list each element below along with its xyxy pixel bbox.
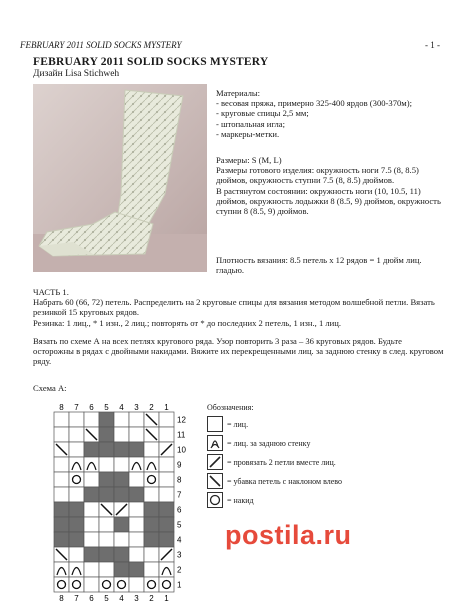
legend-label: = лиц. за заднюю стенку [227,439,311,448]
chart-cell [159,457,174,472]
chart-cell [69,547,84,562]
chart-cell [84,562,99,577]
ssk-backslash-icon [207,473,223,489]
materials-item: - весовая пряжа, примерно 325-400 ярдов (300-370м); [216,98,412,109]
chart-cell [69,562,84,577]
chart-cell [129,412,144,427]
chart-cell [144,457,159,472]
chart-cell [99,562,114,577]
knitting-chart [50,400,192,603]
chart-cell [159,532,174,547]
chart-cell [114,427,129,442]
chart-cell [129,502,144,517]
sock-photo [33,84,207,272]
chart-cell [114,532,129,547]
chart-cell [84,532,99,547]
chart-column-label: 1 [164,403,169,412]
page-number: - 1 - [425,40,440,50]
chart-cell [54,427,69,442]
legend-title: Обозначения: [207,403,254,412]
chart-column-label: 3 [134,403,139,412]
chart-cell [129,562,144,577]
chart-instructions: Вязать по схеме А на всех петлях кругового ряда. Узор повторить 3 раза – 36 круговых рядов. Будьте осторожны в рядах с двойными накидами. Вяжите их перекрещенными лиц. за заднюю стенку в след. круговом ряду. [33,336,444,367]
chart-cell [159,562,174,577]
chart-cell [54,487,69,502]
chart-cell [129,442,144,457]
chart-column-label: 8 [59,594,64,603]
chart-cell [54,517,69,532]
watermark-logo: postila.ru [225,520,352,550]
chart-cell [99,487,114,502]
chart-column-label: 6 [89,403,94,412]
chart-cell [99,577,114,592]
chart-column-label: 7 [74,594,79,603]
chart-cell [84,457,99,472]
chart-cell [159,502,174,517]
chart-cell [114,472,129,487]
chart-cell [84,487,99,502]
materials-item: - круговые спицы 2,5 мм; [216,108,309,119]
legend-item [207,473,407,492]
chart-cell [54,532,69,547]
chart-cell [99,412,114,427]
chart-cell [54,412,69,427]
chart-cell [114,457,129,472]
chart-cell [159,412,174,427]
chart-row-label: 8 [177,475,182,485]
legend-label: = убавка петель с наклоном влево [227,477,343,486]
chart-cell [144,562,159,577]
chart-column-label: 2 [149,403,154,412]
chart-cell [69,487,84,502]
chart-cell [54,577,69,592]
chart-cell [114,442,129,457]
part-1-section [33,287,453,328]
materials-list [216,88,448,139]
chart-column-label: 3 [134,594,139,603]
chart-cell [69,517,84,532]
chart-cell [144,577,159,592]
chart-cell [114,547,129,562]
chart-row-label: 12 [177,415,186,425]
running-title: FEBRUARY 2011 SOLID SOCKS MYSTERY [20,40,182,50]
chart-cell [129,547,144,562]
chart-cell [114,517,129,532]
twisted-loop-icon [207,435,223,451]
cast-on-instructions: Набрать 60 (66, 72) петель. Распределить на 2 круговые спицы для вязания методом волшебной петли. Вязать резинкой 15 круговых рядов. [33,297,435,318]
rib-instructions: Резинка: 1 лиц., * 1 изн., 2 лиц.; повторять от * до последних 2 петель, 1 изн., 1 лиц. [33,317,342,328]
legend-item [207,454,407,473]
chart-cell [159,427,174,442]
chart-column-label: 8 [59,403,64,412]
chart-row-label: 10 [177,445,186,455]
chart-cell [99,532,114,547]
chart-cell [144,487,159,502]
chart-cell [69,532,84,547]
chart-cell [114,562,129,577]
chart-row-label: 2 [177,565,182,575]
chart-cell [84,517,99,532]
chart-cell [84,442,99,457]
part-1-heading: ЧАСТЬ 1. [33,287,69,297]
chart-row-label: 4 [177,535,182,545]
k2tog-slash-icon [207,454,223,470]
chart-cell [129,532,144,547]
chart-cell [84,547,99,562]
chart-legend [207,403,407,511]
yarn-over-circle-icon [207,492,223,508]
chart-column-label: 5 [104,594,109,603]
chart-cell [159,517,174,532]
empty-square-icon [207,416,223,432]
legend-item [207,416,407,435]
materials-heading: Материалы: [216,88,261,98]
chart-cell [129,472,144,487]
page-title: FEBRUARY 2011 SOLID SOCKS MYSTERY [33,56,269,68]
chart-cell [159,577,174,592]
chart-cell [54,472,69,487]
chart-cell [69,502,84,517]
chart-cell [99,442,114,457]
chart-cell [99,457,114,472]
chart-cell [69,577,84,592]
chart-cell [69,427,84,442]
chart-cell [54,457,69,472]
chart-cell [54,502,69,517]
chart-row-label: 7 [177,490,182,500]
chart-cell [84,577,99,592]
finished-sizes: Размеры готового изделия: окружность ноги 7.5 (8, 8.5) дюймов, окружность ступни 7.5 (8, 8.5) дюймов. [216,165,419,186]
chart-row-label: 1 [177,580,182,590]
chart-cell [144,547,159,562]
chart-cell [84,412,99,427]
chart-cell [69,442,84,457]
chart-cell [54,562,69,577]
chart-column-label: 4 [119,403,124,412]
chart-cell [129,487,144,502]
chart-cell [99,472,114,487]
chart-cell [114,412,129,427]
sizes-heading: Размеры: S (M, L) [216,155,282,165]
chart-cell [84,472,99,487]
chart-column-label: 1 [164,594,169,603]
chart-cell [84,502,99,517]
chart-cell [129,457,144,472]
chart-column-label: 5 [104,403,109,412]
chart-cell [114,577,129,592]
gauge-text: Плотность вязания: 8.5 петель x 12 рядов = 1 дюйм лиц. гладью. [216,255,422,276]
chart-cell [144,442,159,457]
materials-item: - маркеры-метки. [216,128,280,139]
scheme-title: Схема А: [33,383,67,393]
chart-row-label: 6 [177,505,182,515]
designer-line: Дизайн Lisa Stichweh [33,69,120,79]
chart-cell [129,427,144,442]
legend-label: = накид [227,496,254,505]
chart-cell [129,577,144,592]
chart-column-label: 2 [149,594,154,603]
chart-cell [69,472,84,487]
chart-cell [129,517,144,532]
sizes-section [216,155,448,216]
chart-column-label: 4 [119,594,124,603]
chart-cell [159,472,174,487]
chart-cell [144,532,159,547]
chart-cell [99,427,114,442]
chart-cell [144,502,159,517]
chart-cell [159,487,174,502]
chart-cell [144,517,159,532]
legend-item [207,492,407,511]
chart-column-label: 6 [89,594,94,603]
chart-cell [69,457,84,472]
legend-label: = лиц. [227,420,249,429]
chart-cell [144,472,159,487]
chart-row-label: 5 [177,520,182,530]
chart-row-label: 3 [177,550,182,560]
legend-label: = провязать 2 петли вместе лиц. [227,458,336,467]
chart-column-label: 7 [74,403,79,412]
chart-row-label: 11 [177,430,186,440]
stretched-sizes: В растянутом состоянии: окружность ноги (10, 10.5, 11) дюймов, окружность лодыжки 8 (8.5, 9) дюймов, окружность ступни 8 (8.5, 9) дюймов. [216,185,441,217]
chart-cell [114,487,129,502]
materials-item: - штопальная игла; [216,118,285,129]
chart-cell [69,412,84,427]
chart-row-label: 9 [177,460,182,470]
running-header [20,40,440,50]
legend-item [207,435,407,454]
chart-cell [99,547,114,562]
chart-cell [99,517,114,532]
